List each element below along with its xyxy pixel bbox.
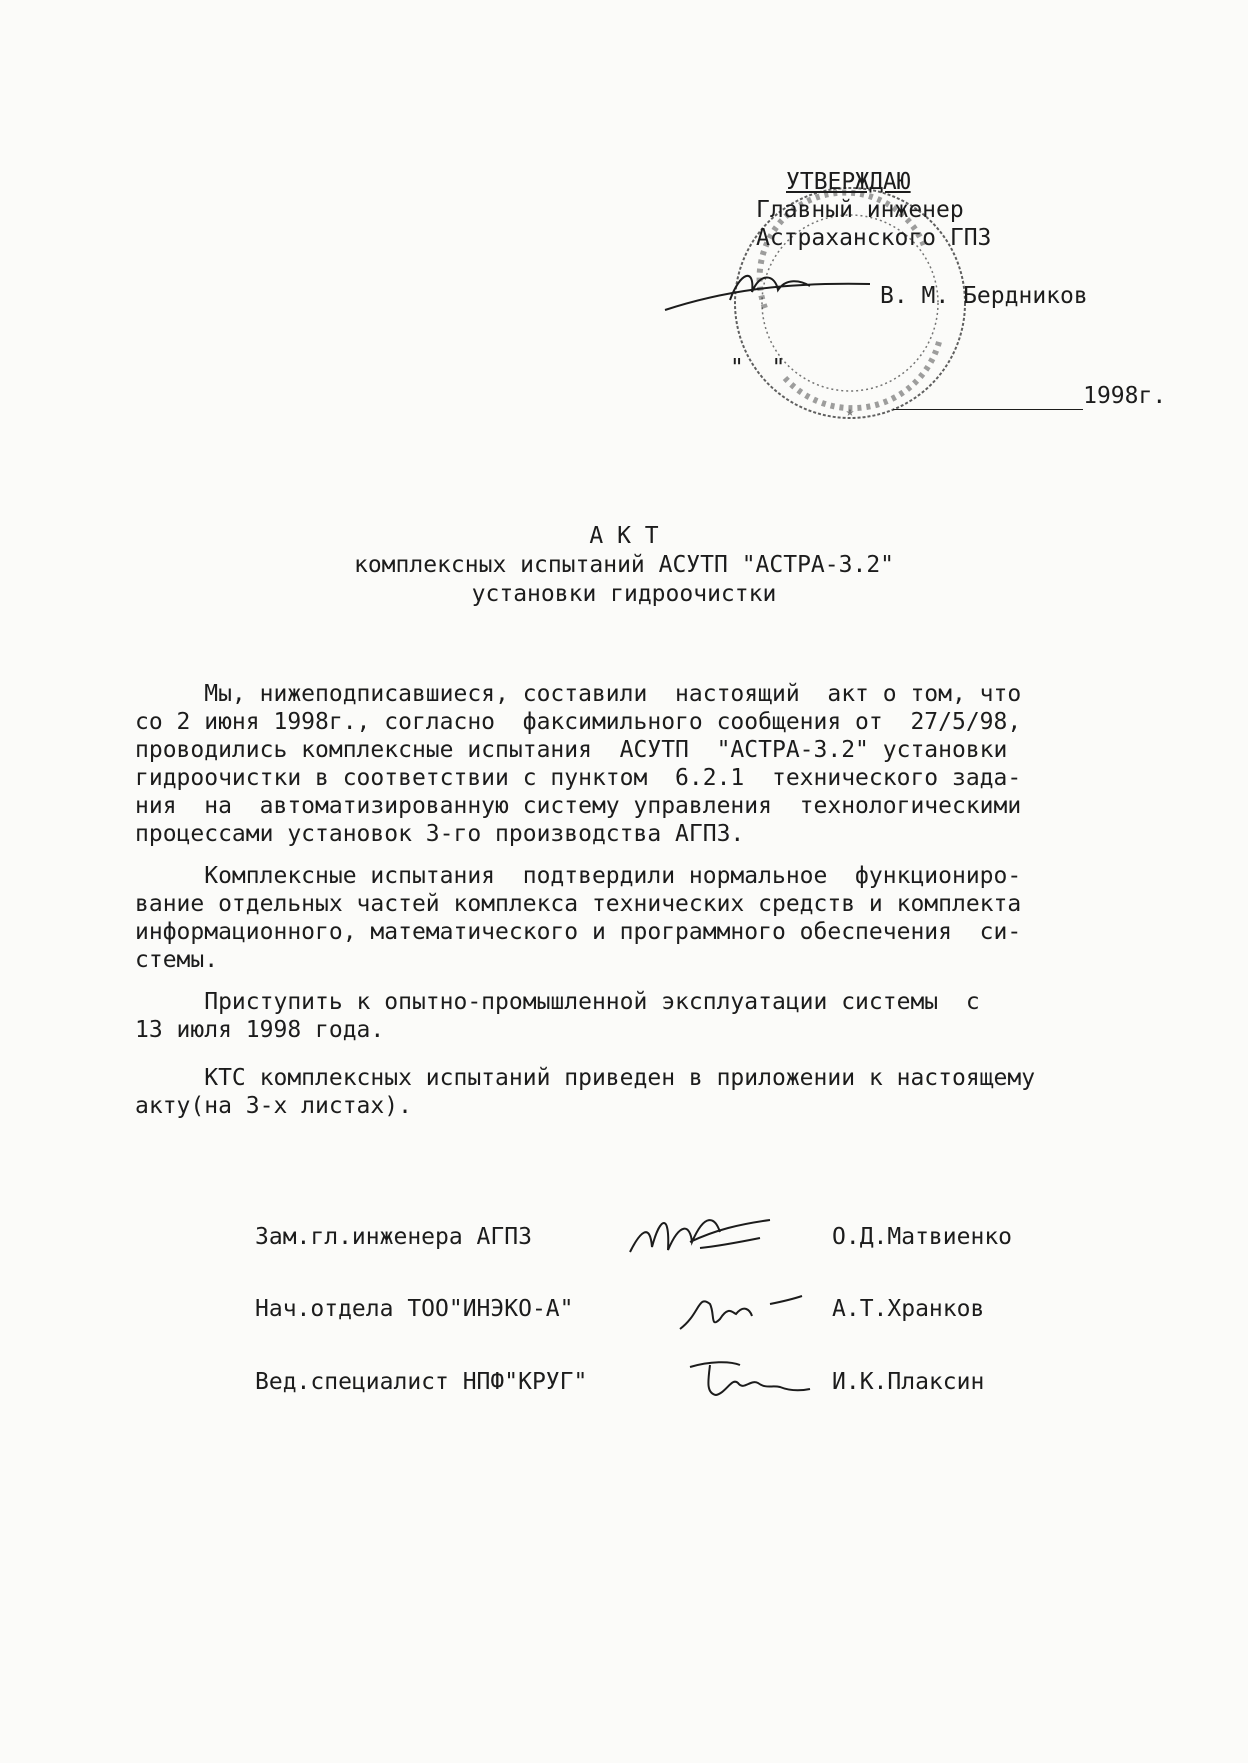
signature-row xyxy=(255,1218,1055,1258)
paragraph-3 xyxy=(135,988,1100,1044)
svg-text:★: ★ xyxy=(845,404,855,420)
approver-name: В. М. Бердников xyxy=(880,283,1088,309)
handwritten-signature-icon xyxy=(670,1274,820,1344)
date-year: 1998г. xyxy=(1083,383,1167,409)
approval-label: УТВЕРЖДАЮ xyxy=(786,169,911,195)
signatory-name: А.Т.Хранков xyxy=(832,1296,985,1322)
signatory-position: Вед.специалист НПФ"КРУГ" xyxy=(255,1369,588,1395)
paragraph-line: стемы. xyxy=(135,947,219,973)
paragraph-line: процессами установок 3-го производства АГПЗ. xyxy=(135,821,745,847)
paragraph-line: ния на автоматизированную систему управления технологическими xyxy=(135,793,1022,819)
signatory-name: И.К.Плаксин xyxy=(832,1369,985,1395)
paragraph-line: Приступить к опытно-промышленной эксплуатации системы с xyxy=(135,989,980,1015)
paragraph-line: Комплексные испытания подтвердили нормальное функциониро- xyxy=(135,863,1022,889)
paragraph-line: вание отдельных частей комплекса технических средств и комплекта xyxy=(135,891,1022,917)
paragraph-1 xyxy=(135,680,1100,848)
paragraph-line: проводились комплексные испытания АСУТП "АСТРА-3.2" установки xyxy=(135,737,1008,763)
date-day-quotes: " " xyxy=(730,355,786,381)
paragraph-line: гидроочистки в соответствии с пунктом 6.2.1 технического зада- xyxy=(135,765,1022,791)
approver-signature-area xyxy=(770,252,1166,308)
paragraph-line: со 2 июня 1998г., согласно факсимильного сообщения от 27/5/98, xyxy=(135,709,1022,735)
handwritten-signature-icon xyxy=(680,1347,820,1407)
approver-position-line2: Астраханского ГПЗ xyxy=(756,225,992,251)
paragraph-line: информационного, математического и программного обеспечения си- xyxy=(135,919,1022,945)
approval-date xyxy=(730,326,1167,438)
paragraph-line: акту(на 3-х листах). xyxy=(135,1093,412,1119)
approver-position-line1: Главный инженер xyxy=(756,197,964,223)
act-subtitle-line2: установки гидроочистки xyxy=(471,581,777,607)
signature-row xyxy=(255,1363,1055,1403)
signatory-position: Зам.гл.инженера АГПЗ xyxy=(255,1224,532,1250)
signatory-position: Нач.отдела ТОО"ИНЭКО-А" xyxy=(255,1296,574,1322)
handwritten-signature-icon xyxy=(620,1202,780,1272)
signature-row xyxy=(255,1290,1055,1330)
paragraph-4 xyxy=(135,1064,1100,1120)
act-subtitle-line1: комплексных испытаний АСУТП "АСТРА-3.2" xyxy=(353,552,895,578)
paragraph-line: 13 июля 1998 года. xyxy=(135,1017,385,1043)
signatory-name: О.Д.Матвиенко xyxy=(832,1224,1013,1250)
date-blank-line xyxy=(893,387,1083,410)
approval-block xyxy=(730,168,1167,438)
paragraph-2 xyxy=(135,862,1100,974)
paragraph-line: КТС комплексных испытаний приведен в приложении к настоящему xyxy=(135,1065,1036,1091)
approver-signature-icon xyxy=(660,252,890,322)
act-title: А К Т xyxy=(589,523,659,549)
paragraph-line: Мы, нижеподписавшиеся, составили настоящий акт о том, что xyxy=(135,681,1022,707)
